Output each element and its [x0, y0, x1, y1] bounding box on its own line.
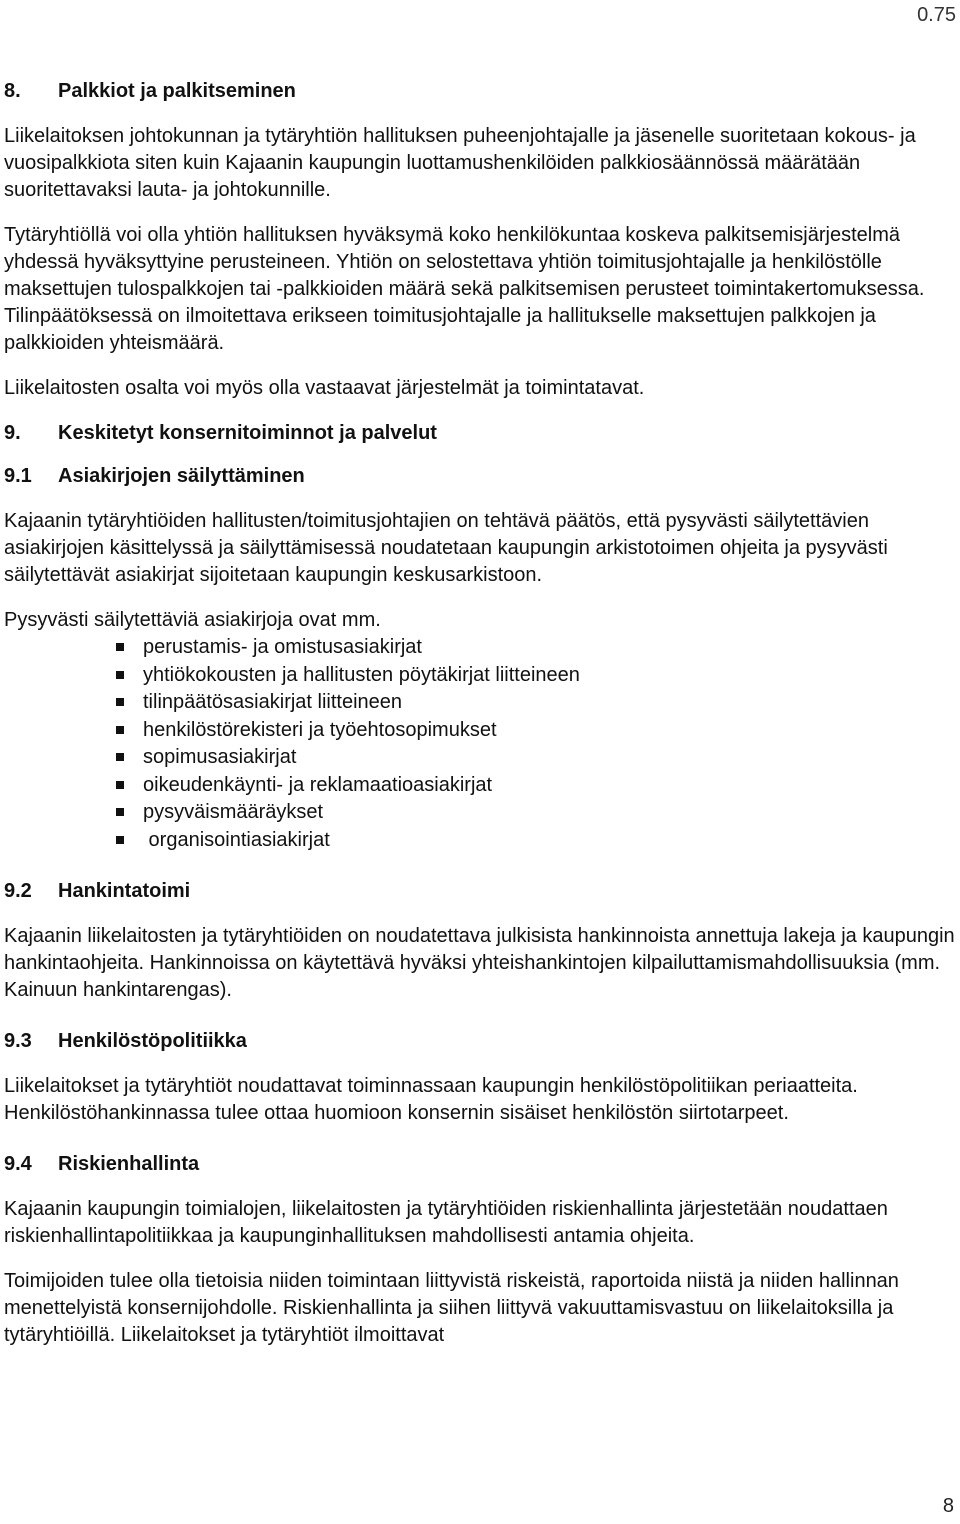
section-number: 9.2 [4, 880, 32, 902]
section-heading-9-2 [4, 878, 956, 905]
list-intro: Pysyvästi säilytettäviä asiakirjoja ovat mm. [4, 609, 381, 631]
paragraph: Kajaanin kaupungin toimialojen, liikelaitosten ja tytäryhtiöiden riskienhallinta järjestetään noudattaen riskienhallintapolitiikkaa ja kaupunginhallituksen mahdollisesti antamia ohjeita. [4, 1198, 888, 1247]
section-title: Keskitetyt konsernitoiminnot ja palvelut [58, 422, 437, 444]
paragraph: Toimijoiden tulee olla tietoisia niiden toimintaan liittyvistä riskeistä, raportoida niistä ja niiden hallinnan menettelyistä konsernijohdolle. Riskienhallinta ja siihen liittyvä vakuuttamisvastuu on liikelaitoksilla ja tytäryhtiöillä. Liikelaitokset ja tytäryhtiöt ilmoittavat [4, 1270, 899, 1346]
document-content [4, 78, 956, 1349]
list-item: perustamis- ja omistusasiakirjat [116, 634, 956, 662]
list-item: yhtiökokousten ja hallitusten pöytäkirjat liitteineen [116, 662, 956, 690]
section-heading-8 [4, 78, 956, 105]
section-heading-9-3 [4, 1028, 956, 1055]
paragraph: Tytäryhtiöllä voi olla yhtiön hallituksen hyväksymä koko henkilökuntaa koskeva palkitsemisjärjestelmä yhdessä hyväksyttyine perusteineen. Yhtiön on selostettava yhtiön toimitusjohtajalle ja henkilöstölle maksettujen tulospalkkojen tai -palkkioiden määrä sekä palkitsemisen perusteet toimintakertomuksessa. Tilinpäätöksessä on ilmoitettava erikseen toimitusjohtajalle ja hallitukselle maksettujen palkkojen ja palkkioiden yhteismäärä. [4, 224, 925, 354]
list-item: henkilöstörekisteri ja työehtosopimukset [116, 717, 956, 745]
section-heading-9-1 [4, 463, 956, 490]
section-heading-9 [4, 420, 956, 447]
section-title: Hankintatoimi [58, 880, 191, 902]
list-item: organisointiasiakirjat [116, 827, 956, 855]
archive-document-list [4, 634, 956, 854]
list-item: tilinpäätösasiakirjat liitteineen [116, 689, 956, 717]
section-number: 9.1 [4, 465, 32, 487]
document-version: 0.75 [917, 4, 956, 26]
list-item: pysyväismääräykset [116, 799, 956, 827]
section-heading-9-4 [4, 1151, 956, 1178]
paragraph: Liikelaitoksen johtokunnan ja tytäryhtiön hallituksen puheenjohtajalle ja jäsenelle suoritetaan kokous- ja vuosipalkkiota siten kuin Kajaanin kaupungin luottamushenkilöiden palkkiosäännössä määrätään suoritettavaksi lauta- ja johtokunnille. [4, 125, 916, 201]
section-number: 8. [4, 80, 21, 102]
page-number: 8 [942, 1495, 954, 1517]
list-item: oikeudenkäynti- ja reklamaatioasiakirjat [116, 772, 956, 800]
paragraph: Liikelaitosten osalta voi myös olla vastaavat järjestelmät ja toimintatavat. [4, 377, 645, 399]
section-title: Henkilöstöpolitiikka [58, 1030, 247, 1052]
section-number: 9. [4, 422, 21, 444]
section-number: 9.4 [4, 1153, 32, 1175]
section-title: Palkkiot ja palkitseminen [58, 80, 296, 102]
section-number: 9.3 [4, 1030, 32, 1052]
paragraph: Kajaanin liikelaitosten ja tytäryhtiöiden on noudatettava julkisista hankinnoista annettuja lakeja ja kaupungin hankintaohjeita. Hankinnoissa on käytettävä hyväksi yhteishankintojen kilpailuttamismahdollisuuksia (mm. Kainuun hankintarengas). [4, 925, 955, 1001]
section-title: Riskienhallinta [58, 1153, 200, 1175]
paragraph: Liikelaitokset ja tytäryhtiöt noudattavat toiminnassaan kaupungin henkilöstöpolitiikan periaatteita. Henkilöstöhankinnassa tulee ottaa huomioon konsernin sisäiset henkilöstön siirtotarpeet. [4, 1075, 858, 1124]
list-item: sopimusasiakirjat [116, 744, 956, 772]
paragraph: Kajaanin tytäryhtiöiden hallitusten/toimitusjohtajien on tehtävä päätös, että pysyvästi säilytettävien asiakirjojen käsittelyssä ja säilyttämisessä noudatetaan kaupungin arkistotoimen ohjeita ja pysyvästi säilytettävät asiakirjat sijoitetaan kaupungin keskusarkistoon. [4, 510, 888, 586]
section-title: Asiakirjojen säilyttäminen [58, 465, 305, 487]
